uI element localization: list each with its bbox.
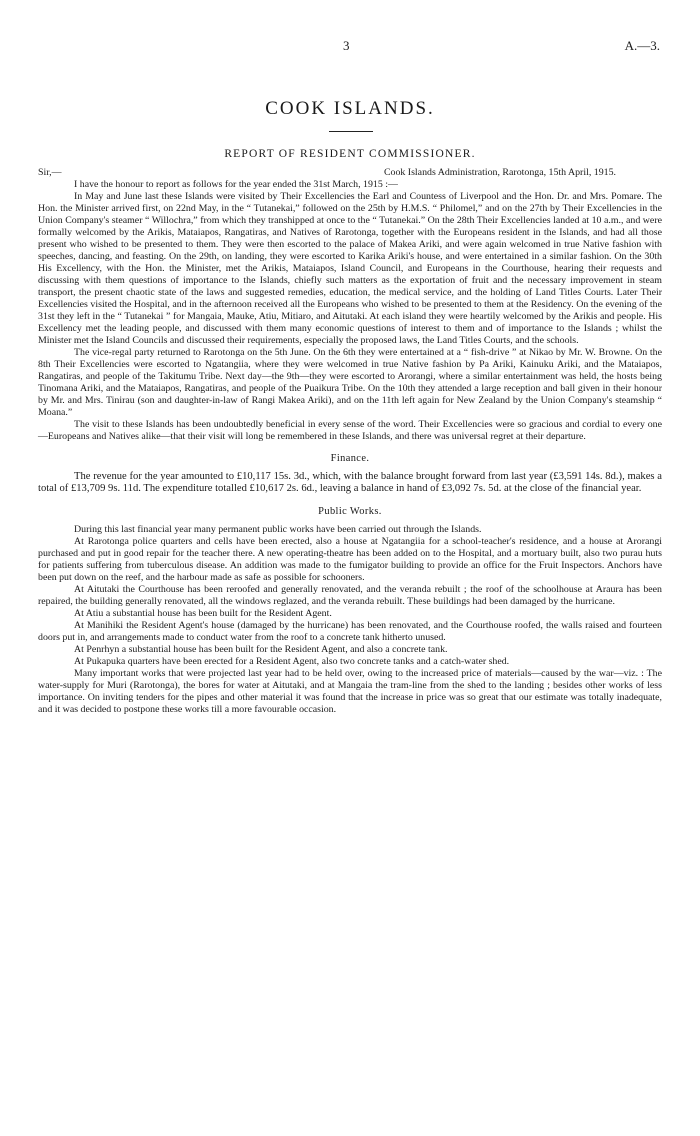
public-works-paragraph: At Pukapuka quarters have been erected for a Resident Agent, also two concrete tanks and a catch-water shed. bbox=[74, 655, 510, 667]
public-works-paragraph: At Penrhyn a substantial house has been built for the Resident Agent, and also a concrete tank. bbox=[74, 643, 448, 655]
public-works-paragraph: During this last financial year many permanent public works have been carried out through the Islands. bbox=[74, 523, 482, 535]
public-works-heading: Public Works. bbox=[318, 505, 382, 517]
paragraph-return: The vice-regal party returned to Rarotonga on the 5th June. On the 6th they were entertained at a “ fish-drive ” at Nikao by Mr. W. Browne. On the 8th Their Excellencies were escorted to Ngatangiia, where they were welcomed in true Native fashion by Pa Ariki, Kainuku Ariki, and the Mataiapos, Rangatiras, and people of the Takitumu Tribe. Next day—the 9th—they were escorted to Arorangi, where a similar entertainment was held, the hosts being Tinomana Ariki, and the Mataiapos, Rangatiras, and people of the Puaikura Tribe. On the 10th they attended a large reception and ball given in their honour by Mr. and Mrs. Tinirau (son and daughter-in-law of Rangi Makea Ariki), and on the 11th left again for New Zealand by the Union Company's steamship “ Moana.” bbox=[38, 347, 662, 418]
finance-heading: Finance. bbox=[330, 453, 370, 464]
title-rule bbox=[329, 131, 373, 132]
finance-paragraph: The revenue for the year amounted to £10,117 15s. 3d., which, with the balance brought forward from last year (£3,591 14s. 8d.), makes a total of £13,709 9s. 11d. The expenditure totalled £10,617 2s. 6d., leaving a balance in hand of £3,092 7s. 5d. at the close of the financial year. bbox=[38, 471, 662, 495]
paragraph-visit-summary: The visit to these Islands has been undoubtedly beneficial in every sense of the word. Their Excellencies were so gracious and cordial to every one—Europeans and Natives alike—that their visit will long be remembered in these Islands, and there was universal regret at their departure. bbox=[38, 419, 662, 442]
salutation-line bbox=[38, 167, 662, 179]
page-number: 3 bbox=[343, 38, 350, 53]
salutation: Sir,— bbox=[38, 167, 62, 178]
public-works-paragraph: At Manihiki the Resident Agent's house (damaged by the hurricane) has been renovated, and the Courthouse roofed, the walls raised and fourteen doors put in, and arrangements made to conduct water from the roof to a concrete tank hitherto unused. bbox=[38, 619, 662, 643]
public-works-paragraph: At Rarotonga police quarters and cells have been erected, also a house at Ngatangiia for a school-teacher's residence, and a house at Arorangi purchased and put in good repair for the teacher there. A new operating-theatre has been added on to the Hospital, and a mortuary built, also two purau huts for patients suffering from tuberculous disease. An addition was made to the fumigator building to provide an office for the Fruit Inspectors. Anchors have been put down on the reef, and the harbour made as safe as possible for schooners. bbox=[38, 535, 662, 583]
public-works-paragraph: At Atiu a substantial house has been built for the Resident Agent. bbox=[74, 607, 332, 619]
report-subtitle: REPORT OF RESIDENT COMMISSIONER. bbox=[224, 148, 476, 160]
paragraph-intro: I have the honour to report as follows for the year ended the 31st March, 1915 :— bbox=[74, 179, 398, 190]
report-body bbox=[38, 167, 662, 716]
document-title: COOK ISLANDS. bbox=[265, 98, 435, 119]
document-reference: A.—3. bbox=[624, 38, 660, 53]
paragraph-visit: In May and June last these Islands were visited by Their Excellencies the Earl and Countess of Liverpool and the Hon. Dr. and Mrs. Pomare. The Hon. the Minister arrived first, on 22nd May, in the “ Tutanekai,” followed on the 25th by H.M.S. “ Philomel,” and on the 27th by Their Excellencies in the Union Company's steamer “ Willochra,” from which they transhipped at once to the “ Tutanekai.” On the 28th Their Excellencies landed at 10 a.m., and were formally welcomed by the Arikis, Mataiapos, Rangatiras, and Natives of Rarotonga, together with the Europeans resident in the Islands, and had all those present who wished to be presented to them. They were then escorted to the palace of Makea Ariki, and were again welcomed in true Native fashion with speeches, dancing, and feasting. On the 29th, on landing, they were escorted to Karika Ariki's house, and were entertained in a similar fashion. On the 30th His Excellency, with the Hon. the Minister, met the Arikis, Mataiapos, Island Council, and Europeans in the Courthouse, hearing their requests and discussing with them questions of importance to the Islands, chiefly such matters as the exportation of fruit and the necessary improvement in steam transport, the present chaotic state of the laws and suggested remedies, education, the medical service, and the holding of Land Titles Courts. Later Their Excellencies visited the Hospital, and in the afternoon received all the Europeans who wished to be presented to them at the Residency. On the evening of the 31st they left in the “ Tutanekai ” for Mangaia, Mauke, Atiu, Mitiaro, and Aitutaki. At each island they were heartily welcomed by the Arikis and people. His Excellency met the leading people, and discussed with them many economic questions of interest to them and of importance to the Islands ; whilst the Minister met the Island Councils and discussed their requirements, especially the proposed laws, the Land Titles Courts, and the schools. bbox=[38, 191, 662, 346]
public-works-paragraph: Many important works that were projected last year had to be held over, owing to the increased price of materials—caused by the war—viz. : The water-supply for Muri (Rarotonga), the bores for water at Aitutaki, and at Mangaia the tram-line from the shed to the landing ; besides other works of less importance. On inviting tenders for the pipes and other material it was found that the increase in price was so great that our estimate was totally inadequate, and it was decided to postpone these works till a more favourable occasion. bbox=[38, 667, 662, 715]
public-works-paragraph: At Aitutaki the Courthouse has been reroofed and generally renovated, and the veranda rebuilt ; the roof of the schoolhouse at Araura has been repaired, the building generally renovated, all the windows reglazed, and the veranda rebuilt. These buildings had been damaged by the hurricane. bbox=[38, 583, 662, 607]
dateline: Cook Islands Administration, Rarotonga, 15th April, 1915. bbox=[383, 167, 616, 178]
